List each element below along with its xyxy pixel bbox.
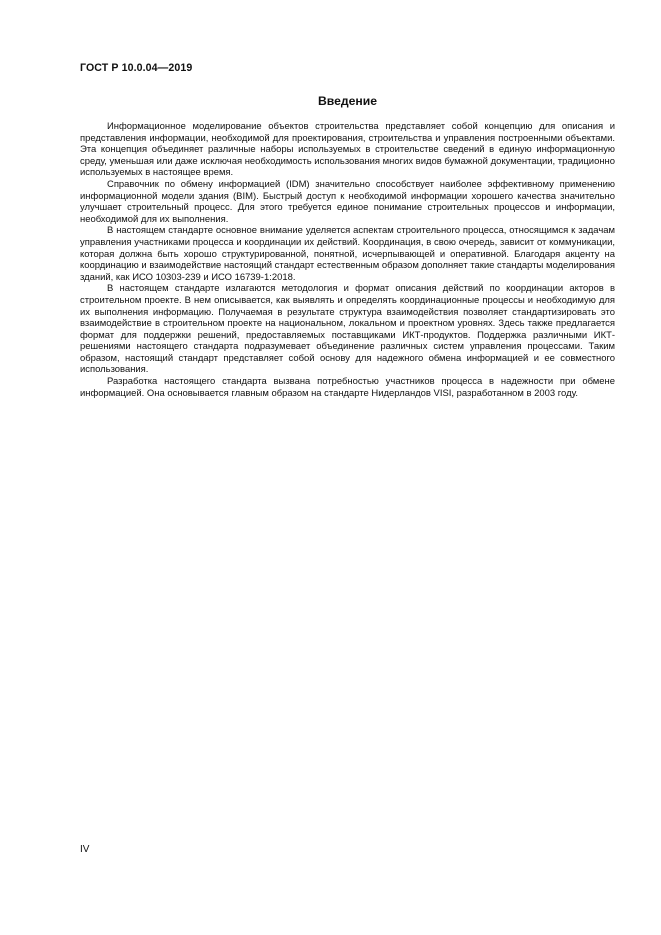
paragraph-5: Разработка настоящего стандарта вызвана потребностью участников процесса в надежности при обмене информацией. Она основывается главным образом на стандарте Нидерландов VISI, разработанном в 2003 году.	[80, 376, 615, 399]
section-title: Введение	[317, 94, 378, 108]
paragraph-2: Справочник по обмену информацией (IDM) значительно способствует наиболее эффективному применению информационной модели здания (BIM). Быстрый доступ к необходимой информации хорошего качества значительно улучшает строительный процесс. Для этого требуется единое понимание строительных процессов и информации, необходимой для их выполнения.	[80, 178, 615, 225]
standard-code-header: ГОСТ Р 10.0.04—2019	[80, 62, 193, 74]
paragraph-3: В настоящем стандарте основное внимание уделяется аспектам строительного процесса, относящимся к задачам управления участниками процесса и координации их действий. Координация, в свою очередь, зависит от коммуникации, которая должна быть хорошо структурированной, понятной, исчерпывающей и оперативной. Благодаря акценту на координацию и взаимодействие настоящий стандарт естественным образом дополняет такие стандарты моделирования зданий, как ИСО 10303-239 и ИСО 16739-1:2018.	[80, 225, 615, 283]
introduction-body	[80, 121, 615, 399]
paragraph-1: Информационное моделирование объектов строительства представляет собой концепцию для описания и представления информации, необходимой для проектирования, строительства и управления построенными объектами. Эта концепция объединяет различные наборы используемых в строительстве сведений в единую информационную среду, уменьшая или даже исключая необходимость использования многих видов бумажной документации, традиционно используемых в настоящее время.	[80, 121, 615, 179]
page-number: IV	[80, 844, 90, 855]
paragraph-4: В настоящем стандарте излагаются методология и формат описания действий по координации акторов в строительном проекте. В нем описывается, как выявлять и определять координационные процессы и необходимую для их выполнения информацию. Получаемая в результате структура взаимодействия позволяет стандартизировать это взаимодействие в строительном проекте на национальном, локальном и проектном уровнях. Здесь также предлагается формат для поддержки решений, предоставляемых поставщиками ИКТ-продуктов. Поддержка различными ИКТ-решениями настоящего стандарта подразумевает объединение различных систем управления процессами. Таким образом, настоящий стандарт представляет собой основу для надежного обмена информацией и ее совместного использования.	[80, 283, 615, 376]
